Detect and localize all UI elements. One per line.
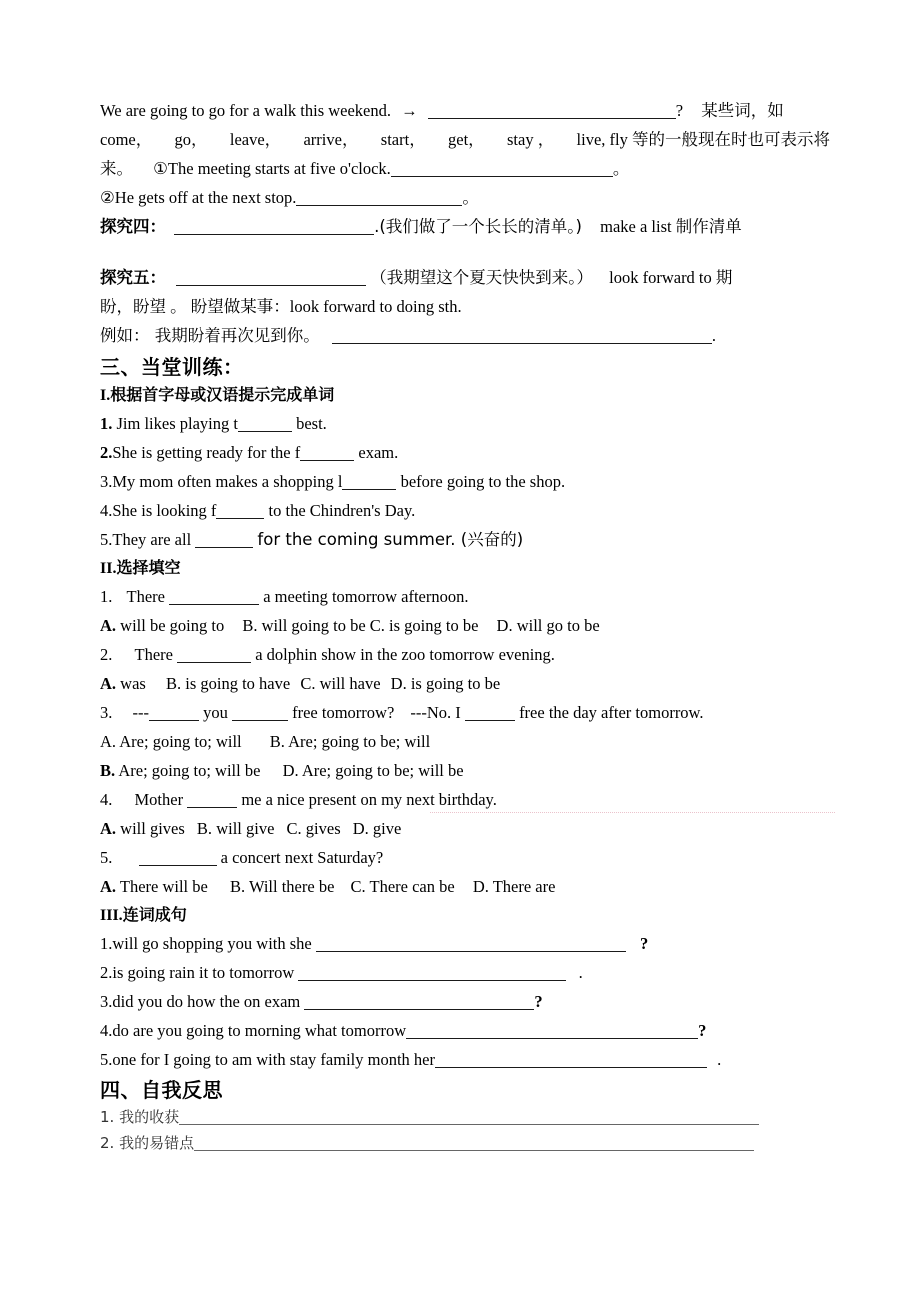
answer-blank[interactable] [304, 994, 534, 1010]
answer-blank[interactable] [428, 103, 676, 119]
option-key[interactable]: A. [100, 674, 117, 693]
answer-blank[interactable] [177, 647, 251, 663]
part-two-numeral: II. [100, 560, 117, 577]
exploration-four-note: make a list 制作清单 [600, 217, 742, 236]
word-order-text: 4.do are you going to morning what tomorrow [100, 1021, 407, 1040]
answer-blank[interactable] [332, 328, 712, 344]
option-key[interactable]: D. [282, 761, 299, 780]
option-text[interactable]: There can be [369, 877, 455, 896]
part-two-title: 选择填空 [116, 558, 181, 577]
option-key[interactable]: B. [165, 674, 182, 693]
part-three-numeral: III. [100, 907, 123, 924]
stem-mid2: free tomorrow? [292, 703, 395, 722]
item-number: 3. [100, 472, 113, 491]
answer-blank[interactable] [195, 532, 253, 548]
answer-blank[interactable] [238, 416, 292, 432]
top-item-1-end: 。 [612, 159, 630, 178]
answer-blank[interactable] [316, 936, 626, 952]
mc-options-row [100, 872, 830, 901]
section-four-heading: 四、自我反思 [100, 1078, 223, 1102]
option-text[interactable]: will give [216, 819, 275, 838]
part-two-heading [100, 554, 830, 582]
answer-blank[interactable] [149, 705, 199, 721]
answer-blank[interactable] [342, 474, 396, 490]
top-item-1-text: ①The meeting starts at five o'clock. [153, 159, 391, 178]
reflection-label: 2. 我的易错点 [100, 1134, 195, 1152]
exploration-five-note-text: 盼，盼望 。 盼望做某事：look forward to doing sth. [100, 297, 462, 316]
word-order-text: 5.one for I going to am with stay family month her [100, 1050, 435, 1069]
right-arrow-icon: → [401, 101, 418, 120]
exploration-four [100, 212, 830, 241]
exploration-four-label: 探究四： [100, 217, 166, 236]
stem-after: a dolphin show in the zoo tomorrow evening. [255, 645, 555, 664]
option-text[interactable]: gives [305, 819, 341, 838]
top-item-2-text: ②He gets off at the next stop. [100, 188, 297, 207]
option-text[interactable]: will be going to [120, 616, 225, 635]
exploration-five-label: 探究五： [100, 268, 166, 287]
reflection-item [100, 1104, 830, 1130]
word-order-text: 1.will go shopping you with she [100, 934, 312, 953]
answer-blank[interactable] [176, 270, 366, 286]
reflection-label: 1. 我的收获 [100, 1108, 180, 1126]
answer-blank[interactable] [187, 792, 237, 808]
stem-after: me a nice present on my next birthday. [241, 790, 497, 809]
option-key[interactable]: B. [229, 877, 246, 896]
verb-list-line [100, 125, 830, 154]
answer-blank[interactable] [300, 445, 354, 461]
item-text-after: best. [296, 414, 327, 433]
answer-blank[interactable] [296, 190, 462, 206]
option-key[interactable]: D. [472, 877, 489, 896]
mc-options-row [100, 814, 830, 843]
option-key[interactable]: B. [100, 761, 116, 780]
example-label: 例如： 我期盼着再次见到你。 [100, 326, 320, 345]
answer-blank[interactable] [406, 1023, 698, 1039]
verb-item: get， [448, 130, 485, 149]
part-three-heading [100, 901, 830, 929]
mc-question-stem [100, 785, 830, 814]
answer-blank[interactable] [465, 705, 515, 721]
answer-blank[interactable] [391, 161, 613, 177]
example-end: . [711, 326, 716, 345]
option-key[interactable]: C. [286, 819, 302, 838]
option-text[interactable]: was [120, 674, 146, 693]
top-item-2-end: 。 [462, 188, 479, 207]
answer-blank[interactable] [216, 503, 264, 519]
word-order-text: 2.is going rain it to tomorrow [100, 963, 295, 982]
option-text[interactable]: There will be [119, 877, 208, 896]
question-number: 5. [100, 848, 113, 867]
exploration-five-note: look forward to 期 [609, 268, 733, 287]
answer-blank[interactable] [174, 219, 374, 235]
exploration-five-example [100, 321, 830, 350]
top-item-1 [100, 154, 830, 183]
option-text[interactable]: will go to be [516, 616, 600, 635]
exploration-five-note-line2 [100, 292, 830, 321]
item-text-after: to the Chindren's Day. [268, 501, 416, 520]
verb-item: start， [380, 130, 426, 149]
mc-options-row [100, 611, 830, 640]
top-line-1-tail: 某些词，如 [701, 101, 784, 120]
word-order-item [100, 1045, 830, 1074]
question-number: 3. [100, 703, 113, 722]
verb-item: go， [174, 130, 208, 149]
option-key[interactable]: B. [242, 616, 258, 635]
mc-question-stem [100, 582, 830, 611]
part-one-heading [100, 381, 830, 409]
option-key[interactable]: C. [369, 616, 385, 635]
question-number: 2. [100, 645, 113, 664]
option-text[interactable]: Are; going to; will be [118, 761, 261, 780]
stem-before: Mother [134, 790, 184, 809]
exploration-five-hint: （我期望这个夏天快快到来。） [370, 268, 593, 287]
option-key[interactable]: D. [390, 674, 407, 693]
word-order-end: ? [640, 934, 649, 953]
word-order-item [100, 958, 830, 987]
word-order-text: 3.did you do how the on exam [100, 992, 301, 1011]
top-line-1-prefix: We are going to go for a walk this weekend. [100, 101, 391, 120]
option-text[interactable]: Are; going to be; will [288, 732, 431, 751]
option-text[interactable]: is going to have [185, 674, 291, 693]
mc-options-row [100, 727, 830, 756]
option-key[interactable]: A. [100, 877, 117, 896]
item-text-before: Jim likes playing t [116, 414, 238, 433]
option-key[interactable]: C. [300, 674, 316, 693]
option-key[interactable]: D. [496, 616, 513, 635]
item-text-after: for the coming summer. (兴奋的) [257, 530, 524, 549]
option-key[interactable]: A. [100, 732, 117, 751]
option-text[interactable]: Will there be [248, 877, 335, 896]
page-break-artifact-line [430, 812, 835, 813]
option-text[interactable]: There are [492, 877, 556, 896]
option-key[interactable]: C. [350, 877, 366, 896]
answer-blank[interactable] [139, 850, 217, 866]
exploration-five [100, 263, 830, 292]
word-order-item [100, 987, 830, 1016]
answer-blank[interactable] [194, 1135, 754, 1151]
fill-word-item [100, 525, 830, 554]
stem-mid: you [203, 703, 228, 722]
part-one-title: 根据首字母或汉语提示完成单词 [110, 385, 335, 404]
item-text-before: She is getting ready for the f [112, 443, 301, 462]
top-item-2 [100, 183, 830, 212]
option-key[interactable]: D. [352, 819, 369, 838]
verb-item: come， [100, 130, 153, 149]
stem-before: There [134, 645, 173, 664]
stem-after: a meeting tomorrow afternoon. [263, 587, 469, 606]
option-text[interactable]: is going to be [389, 616, 479, 635]
verb-item: stay ， [507, 130, 555, 149]
fill-word-item [100, 496, 830, 525]
stem-before: There [126, 587, 165, 606]
fill-word-item [100, 467, 830, 496]
option-text[interactable]: will going to be [261, 616, 366, 635]
stem-mid3: ---No. I [410, 703, 461, 722]
part-one-numeral: I. [100, 387, 111, 404]
option-key[interactable]: B. [269, 732, 285, 751]
option-text[interactable]: is going to be [410, 674, 501, 693]
item-text-before: My mom often makes a shopping l [112, 472, 343, 491]
worksheet-page [100, 96, 830, 1156]
part-three-title: 连词成句 [122, 905, 187, 924]
item-number: 4. [100, 501, 113, 520]
mc-question-stem [100, 843, 830, 872]
answer-blank[interactable] [232, 705, 288, 721]
top-line-1 [100, 96, 830, 125]
word-order-item [100, 929, 830, 958]
word-order-item [100, 1016, 830, 1045]
fill-word-item [100, 438, 830, 467]
stem-after: free the day after tomorrow. [519, 703, 704, 722]
answer-blank[interactable] [169, 589, 259, 605]
reflection-item [100, 1130, 830, 1156]
option-text[interactable]: Are; going to; will [119, 732, 242, 751]
option-text[interactable]: Are; going to be; will be [301, 761, 464, 780]
fill-word-item [100, 409, 830, 438]
option-key[interactable]: A. [100, 819, 117, 838]
option-key[interactable]: A. [100, 616, 117, 635]
answer-blank[interactable] [179, 1109, 759, 1125]
mc-question-stem [100, 698, 830, 727]
top-line-3-start: 来。 [100, 159, 133, 178]
mc-options-row [100, 669, 830, 698]
option-text[interactable]: give [372, 819, 402, 838]
word-order-end: ? [698, 1021, 707, 1040]
question-number: 1. [100, 587, 113, 606]
verb-item-tail: live, fly 等的一般现在时也可表示将 [576, 130, 830, 149]
stem-before: --- [132, 703, 149, 722]
stem-after: a concert next Saturday? [220, 848, 384, 867]
option-text[interactable]: will gives [120, 819, 185, 838]
item-number: 2. [100, 443, 113, 462]
mc-question-stem [100, 640, 830, 669]
option-text[interactable]: will have [319, 674, 381, 693]
verb-item: leave， [229, 130, 282, 149]
word-order-end: ? [534, 992, 543, 1011]
item-text-after: exam. [358, 443, 399, 462]
option-key[interactable]: B. [196, 819, 213, 838]
word-order-end: . [578, 963, 583, 982]
word-order-end: . [717, 1050, 722, 1069]
question-number: 4. [100, 790, 113, 809]
item-text-before: She is looking f [112, 501, 217, 520]
item-text-before: They are all [112, 530, 192, 549]
answer-blank[interactable] [298, 965, 566, 981]
mc-options-row [100, 756, 830, 785]
item-number: 1. [100, 414, 113, 433]
item-number: 5. [100, 530, 113, 549]
exploration-four-hint: .(我们做了一个长长的清单。) [374, 217, 582, 236]
section-three-heading: 三、当堂训练： [100, 355, 244, 379]
verb-item: arrive， [303, 130, 359, 149]
top-line-1-suffix: ? [675, 101, 684, 120]
answer-blank[interactable] [435, 1052, 707, 1068]
item-text-after: before going to the shop. [400, 472, 566, 491]
